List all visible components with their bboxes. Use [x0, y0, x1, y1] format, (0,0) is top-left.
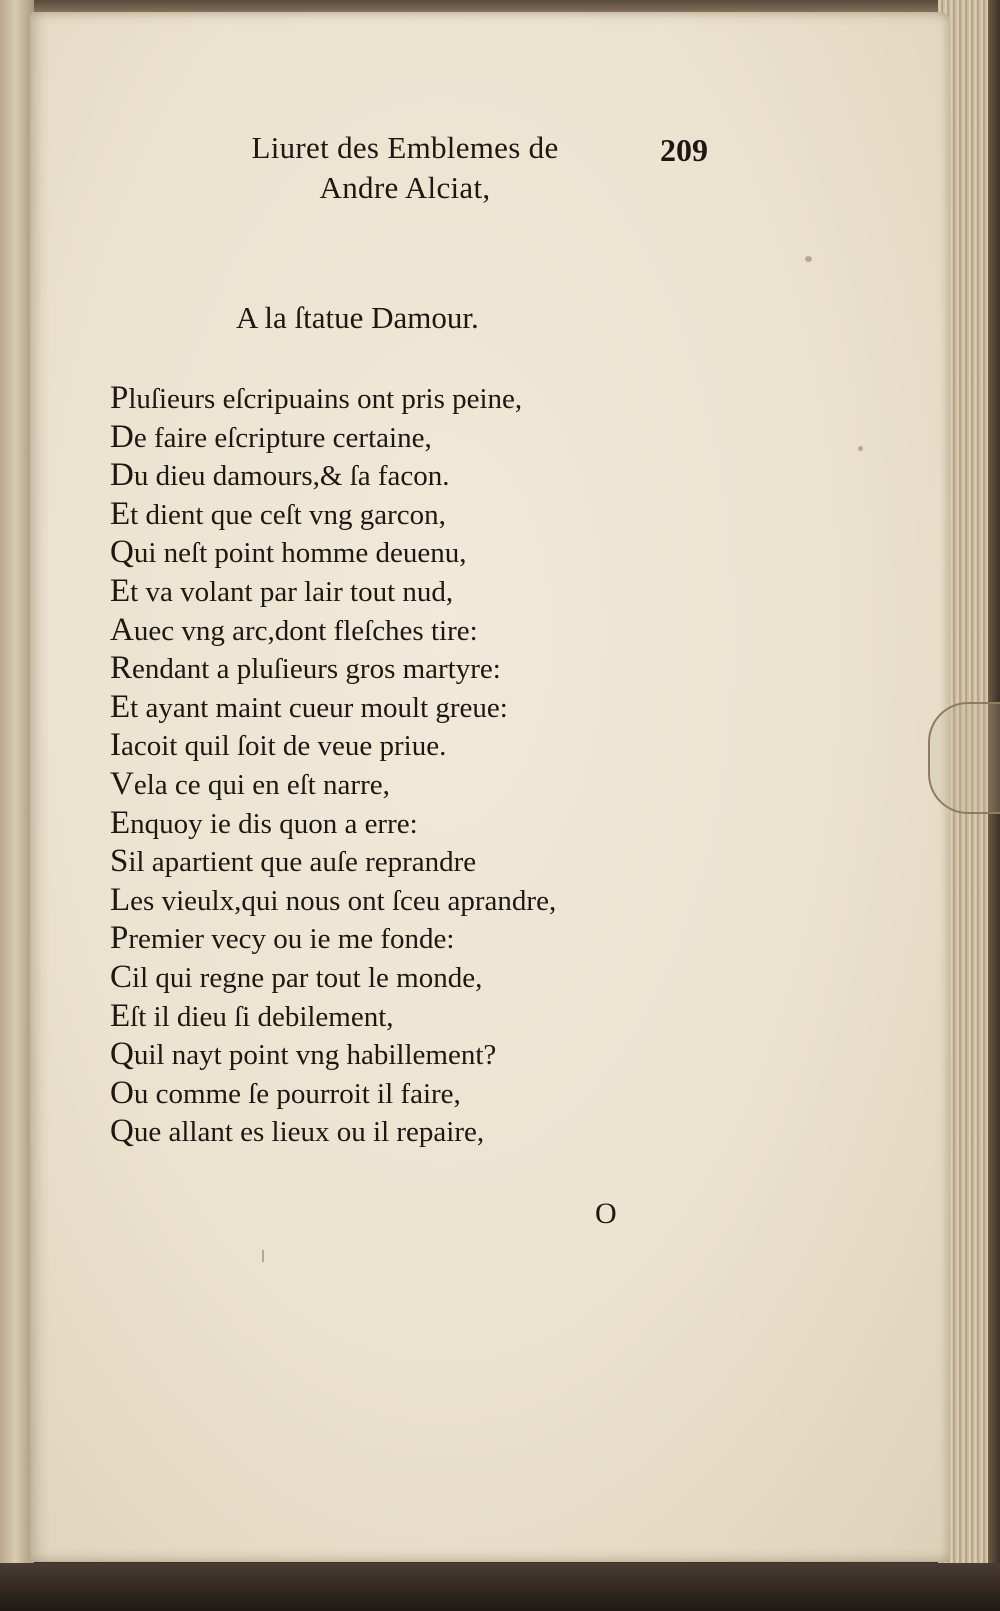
verse-line: Enquoy ie dis quon a erre:: [110, 804, 418, 841]
verse-line: Quil nayt point vng habillement?: [110, 1036, 497, 1073]
page-number: 209: [660, 132, 708, 168]
verse-line: De faire eſcripture certaine,: [110, 418, 432, 455]
ink-speck: [805, 256, 812, 262]
verse-line: Et dient que ceſt vng garcon,: [110, 495, 446, 532]
running-head: [230, 128, 580, 208]
verse-line: Auec vng arc,dont fleſches tire:: [110, 611, 478, 648]
bottom-shadow: [0, 1563, 1000, 1611]
left-facing-page-edge: [0, 0, 34, 1611]
verse-line: Et va volant par lair tout nud,: [110, 572, 454, 609]
page-tab-marker: [928, 702, 1000, 814]
verse-line: Rendant a pluſieurs gros martyre:: [110, 650, 501, 687]
running-head-line-1: Liuret des Emblemes de: [251, 130, 559, 165]
verse-line: Du dieu damours,& ſa facon.: [110, 457, 450, 494]
verse-line: Qui neſt point homme deuenu,: [110, 534, 467, 571]
running-head-line-2: Andre Alciat,: [319, 170, 491, 205]
verse-line: Eſt il dieu ſi debilement,: [110, 997, 394, 1034]
verse-line: Premier vecy ou ie me fonde:: [110, 920, 455, 957]
verse-line: Cil qui regne par tout le monde,: [110, 958, 483, 995]
verse-line: Que allant es lieux ou il repaire,: [110, 1113, 485, 1150]
verse-line: Pluſieurs eſcripuains ont pris peine,: [110, 380, 523, 416]
verse-line: Iacoit quil ſoit de veue priue.: [110, 727, 447, 764]
poem-verse: [110, 380, 556, 1152]
ink-speck: [858, 446, 863, 451]
verse-line: Et ayant maint cueur moult greue:: [110, 688, 508, 725]
verse-line: Vela ce qui en eſt narre,: [110, 765, 390, 802]
verse-line: Les vieulx,qui nous ont ſceu aprandre,: [110, 881, 557, 918]
ink-speck: [262, 1250, 264, 1262]
verse-line: Sil apartient que auſe reprandre: [110, 843, 477, 880]
verse-line: Ou comme ſe pourroit il faire,: [110, 1074, 461, 1111]
poem-title: A la ſtatue Damour.: [236, 300, 479, 335]
catchword: O: [595, 1197, 617, 1230]
